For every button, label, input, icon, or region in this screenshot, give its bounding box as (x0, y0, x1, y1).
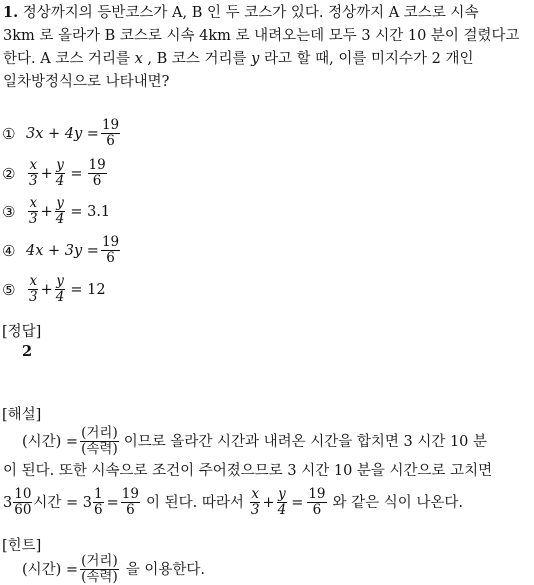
question-text-1: 정상까지의 등반코스가 A, B 인 두 코스가 있다. 정상까지 A 코스로 시속 (22, 5, 479, 21)
choice-marker-4: ④ (2, 241, 16, 260)
exp-text-therefore: 이 된다. 따라서 (145, 494, 244, 511)
choice-5-frac-y: $\frac{y}{4}$ (55, 273, 65, 305)
choice-2-frac-y: $\frac{y}{4}$ (55, 157, 65, 189)
exp-frac-10-60: $\frac{10}{60}$ (14, 486, 32, 518)
hint-line (22, 554, 205, 585)
hint-frac: $\frac{\text{(거리)}}{\text{(속력)}}$ (81, 553, 118, 585)
choice-5-rhs: = 12 (70, 281, 106, 298)
question-text-3c: 라고 할 때, 이를 미지수가 2 개인 (263, 51, 474, 67)
exp-frac-19-6: $\frac{19}{6}$ (121, 486, 139, 518)
choice-3-frac-x: $\frac{x}{3}$ (29, 195, 38, 227)
choice-2-frac-x: $\frac{x}{3}$ (29, 157, 38, 189)
choice-1[interactable] (2, 118, 122, 149)
choice-1-fraction: $\frac{19}{6}$ (101, 117, 120, 149)
choice-3-frac-y: $\frac{y}{4}$ (55, 195, 65, 227)
choice-2-frac-rhs: $\frac{19}{6}$ (88, 157, 106, 189)
question-line-3 (3, 50, 474, 68)
answer-label: [정답] (2, 324, 42, 340)
choice-5-frac-x: $\frac{x}{3}$ (29, 273, 38, 305)
exp-frac-19-6-b: $\frac{19}{6}$ (308, 486, 326, 518)
explanation-line-3 (3, 487, 463, 518)
exp-text-1: 이므로 올라간 시간과 내려온 시간을 합치면 3 시간 10 분 (123, 433, 488, 450)
plus-sign: + (262, 494, 275, 511)
exp-text-hours: 시간 = 3 (33, 494, 93, 511)
choice-3-rhs: = 3.1 (70, 203, 111, 220)
equals-sign: = (106, 494, 119, 511)
equals-sign: = (291, 494, 304, 511)
equals-sign: = (70, 165, 83, 182)
exp-frac-1-6: $\frac{1}{6}$ (94, 486, 103, 518)
exp-time-eq: (시간) = (22, 433, 79, 450)
var-x: x (134, 51, 143, 67)
exp-frac-y-4: $\frac{y}{4}$ (277, 486, 287, 518)
choice-marker-5: ⑤ (2, 280, 16, 299)
exp-text-end: 와 같은 식이 나온다. (332, 494, 464, 511)
question-line-2: 3km 로 올라가 B 코스로 시속 4km 로 내려오는데 모두 3 시간 10 분이 걸렸다고 (3, 28, 520, 44)
choice-marker-1: ① (2, 124, 16, 143)
exp-frac-x-3: $\frac{x}{3}$ (250, 486, 260, 518)
question-text-3b: , B 코스 거리를 (147, 51, 247, 67)
choice-4-fraction: $\frac{19}{6}$ (101, 234, 120, 266)
question-line-4: 일차방정식으로 나타내면? (3, 74, 170, 90)
choice-marker-3: ③ (2, 202, 16, 221)
choice-3[interactable] (2, 196, 110, 227)
var-y: y (251, 51, 260, 67)
answer-value: 2 (22, 343, 33, 360)
hint-text: 을 이용한다. (125, 561, 205, 578)
explanation-line-2: 이 된다. 또한 시속으로 조건이 주어졌으므로 3 시간 10 분을 시간으로 고치면 (3, 463, 493, 479)
question-text-3a: 한다. A 코스 거리를 (3, 51, 130, 67)
explanation-line-1 (22, 426, 487, 457)
explanation-label: [해설] (2, 407, 42, 423)
plus-sign: + (40, 203, 53, 220)
hint-label: [힌트] (2, 538, 42, 554)
choice-5[interactable] (2, 274, 106, 305)
exp-mixed-whole: 3 (3, 494, 13, 511)
plus-sign: + (40, 281, 53, 298)
choice-4[interactable] (2, 235, 122, 266)
hint-time-eq: (시간) = (22, 561, 79, 578)
choice-4-lhs: 4x + 3y = (26, 242, 99, 259)
exp-dist-speed-frac: $\frac{\text{(거리)}}{\text{(속력)}}$ (81, 425, 118, 457)
choice-marker-2: ② (2, 164, 16, 183)
choice-1-lhs: 3x + 4y = (26, 125, 99, 142)
choice-2[interactable] (2, 158, 109, 189)
plus-sign: + (40, 165, 53, 182)
question-number: 1. (3, 4, 19, 21)
question-line-1 (3, 4, 478, 22)
